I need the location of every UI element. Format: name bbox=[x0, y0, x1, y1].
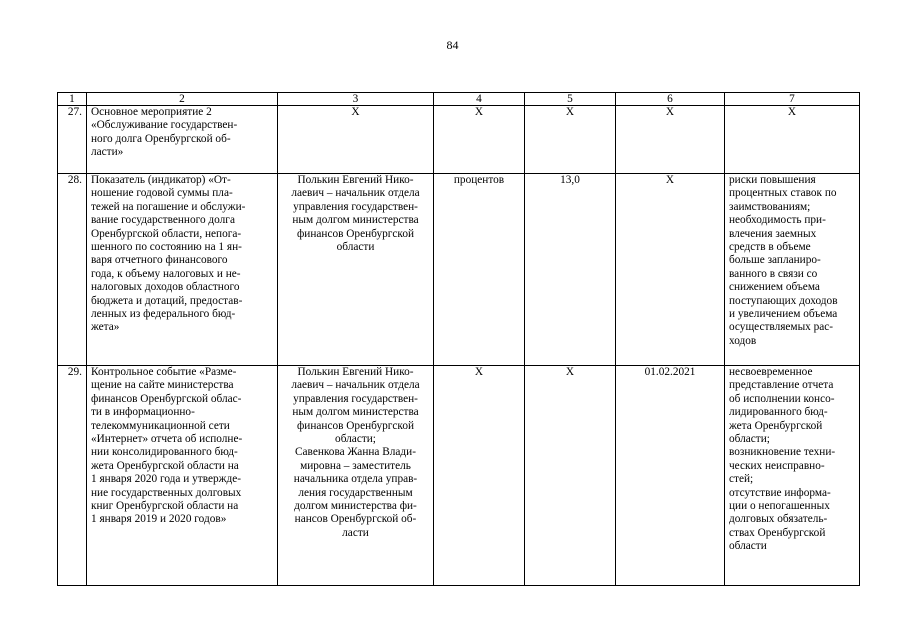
table-row bbox=[58, 366, 860, 586]
risks-cell: Х bbox=[725, 106, 860, 174]
unit-cell: Х bbox=[434, 106, 525, 174]
activity-name: Показатель (индикатор) «От- ношение годовой суммы пла- тежей на погашение и обслужи- вание государственного долга Оренбургской области, непога- шенного по состоянию на 1 ян- варя отчетного финансового года, к объему налоговых и не- налоговых доходов областного бюджета и дотаций, предостав- ленных из федерального бюд- жета» bbox=[87, 174, 278, 366]
responsible-person: Х bbox=[278, 106, 434, 174]
date-cell: Х bbox=[616, 174, 725, 366]
responsible-person: Полькин Евгений Нико- лаевич – начальник отдела управления государствен- ным долгом министерства финансов Оренбургской области; Савенкова Жанна Влади- мировна – заместитель начальника отдела управ- ления государственным долгом министерства фи- нансов Оренбургской об- ласти bbox=[278, 366, 434, 586]
header-row bbox=[58, 93, 860, 106]
date-cell: Х bbox=[616, 106, 725, 174]
risks-cell: несвоевременное представление отчета об исполнении консо- лидированного бюд- жета Оренбургской области; возникновение техни- ческих неисправно- стей; отсутствие информа- ции о непогашенных долговых обязатель- ствах Оренбургской области bbox=[725, 366, 860, 586]
header-cell: 7 bbox=[725, 93, 860, 106]
date-cell: 01.02.2021 bbox=[616, 366, 725, 586]
value-cell: Х bbox=[525, 366, 616, 586]
row-number: 27. bbox=[58, 106, 87, 174]
risks-cell: риски повышения процентных ставок по заимствованиям; необходимость при- влечения заемных средств в объеме больше запланиро- ванного в связи со снижением объема поступающих доходов и увеличением объема осуществляемых рас- ходов bbox=[725, 174, 860, 366]
header-cell: 4 bbox=[434, 93, 525, 106]
value-cell: Х bbox=[525, 106, 616, 174]
header-cell: 5 bbox=[525, 93, 616, 106]
header-cell: 3 bbox=[278, 93, 434, 106]
table-row bbox=[58, 106, 860, 174]
header-cell: 2 bbox=[87, 93, 278, 106]
unit-cell: процентов bbox=[434, 174, 525, 366]
table-row bbox=[58, 174, 860, 366]
activity-name: Контрольное событие «Разме- щение на сайте министерства финансов Оренбургской облас- ти в информационно- телекоммуникационной сети «Интернет» отчета об исполне- нии консолидированного бюд- жета Оренбургской области на 1 января 2020 года и утвержде- ние государственных долговых книг Оренбургской области на 1 января 2019 и 2020 годов» bbox=[87, 366, 278, 586]
value-cell: 13,0 bbox=[525, 174, 616, 366]
row-number: 29. bbox=[58, 366, 87, 586]
unit-cell: Х bbox=[434, 366, 525, 586]
plan-table bbox=[57, 92, 860, 586]
header-cell: 1 bbox=[58, 93, 87, 106]
header-cell: 6 bbox=[616, 93, 725, 106]
responsible-person: Полькин Евгений Нико- лаевич – начальник отдела управления государствен- ным долгом министерства финансов Оренбургской области bbox=[278, 174, 434, 366]
activity-name: Основное мероприятие 2 «Обслуживание государствен- ного долга Оренбургской об- ласти» bbox=[87, 106, 278, 174]
row-number: 28. bbox=[58, 174, 87, 366]
page-number: 84 bbox=[446, 38, 459, 52]
